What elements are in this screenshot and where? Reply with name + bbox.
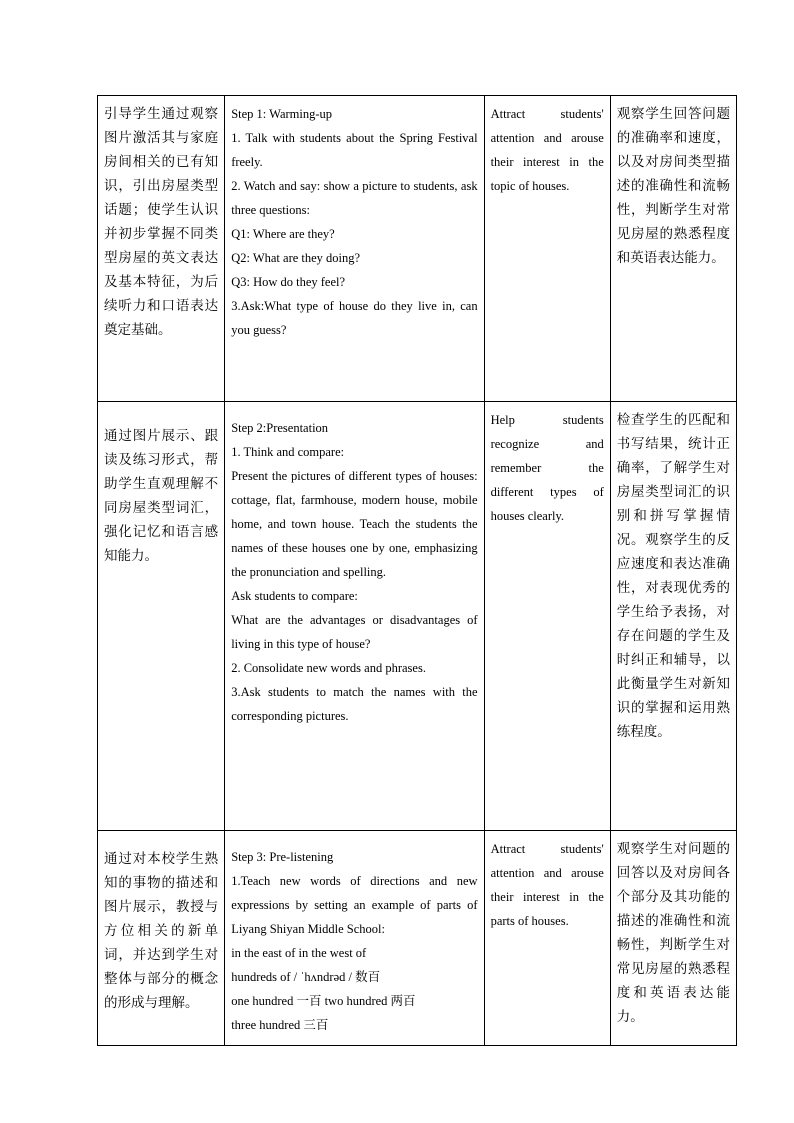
intention-text: Attract students' attention and arouse their interest in the parts of houses. [490,842,604,928]
intention-cell [484,831,610,1046]
activity-line: 1. Talk with students about the Spring Festival freely. [231,131,478,169]
activity-line: one hundred 一百 two hundred 两百 [231,994,416,1008]
purpose-cell [98,831,225,1046]
lesson-plan-table [97,95,737,1046]
evaluation-text: 观察学生回答问题的准确率和速度，以及对房间类型描述的准确性和流畅性，判断学生对常见房屋的熟悉程度和英语表达能力。 [616,106,730,266]
activity-line: Present the pictures of different types of houses: cottage, flat, farmhouse, modern house, mobile home, and town house. Teach the students the names of these houses one by one, emphasizing the pronunciation and spelling. [231,469,478,579]
table-row [98,96,737,402]
activity-line: 1.Teach new words of directions and new expressions by setting an example of parts of Liyang Shiyan Middle School: [231,874,478,936]
purpose-text: 通过图片展示、跟读及练习形式，帮助学生直观理解不同房屋类型词汇，强化记忆和语言感知能力。 [104,428,219,564]
activity-line: 3.Ask students to match the names with the corresponding pictures. [231,685,478,723]
purpose-cell [98,402,225,831]
activities-cell [225,96,484,402]
intention-text: Help students recognize and remember the different types of houses clearly. [490,413,604,523]
activity-line: 3.Ask:What type of house do they live in, can you guess? [231,299,478,337]
activity-line: Q1: Where are they? [231,227,335,241]
evaluation-cell [610,402,736,831]
activity-line: in the east of in the west of [231,946,367,960]
purpose-text: 通过对本校学生熟知的事物的描述和图片展示，教授与方位相关的新单词，并达到学生对整体与部分的概念的形成与理解。 [104,851,219,1011]
step-heading: Step 1: Warming-up [231,107,333,121]
activity-line: 2. Consolidate new words and phrases. [231,661,426,675]
step-heading: Step 3: Pre-listening [231,850,334,864]
purpose-text: 引导学生通过观察图片激活其与家庭房间相关的已有知识，引出房屋类型话题；使学生认识并初步掌握不同类型房屋的英文表达及基本特征，为后续听力和口语表达奠定基础。 [104,106,219,338]
intention-cell [484,96,610,402]
activity-line: three hundred 三百 [231,1018,329,1032]
activity-line: Ask students to compare: [231,589,358,603]
intention-cell [484,402,610,831]
intention-text: Attract students' attention and arouse their interest in the topic of houses. [490,107,604,193]
activity-line: 2. Watch and say: show a picture to students, ask three questions: [231,179,478,217]
evaluation-text: 检查学生的匹配和书写结果，统计正确率，了解学生对房屋类型词汇的识别和拼写掌握情况。观察学生的反应速度和表达准确性，对表现优秀的学生给予表扬，对存在问题的学生及时纠正和辅导，以此衡量学生对新知识的掌握和运用熟练程度。 [616,412,730,740]
evaluation-text: 观察学生对问题的回答以及对房间各个部分及其功能的描述的准确性和流畅性，判断学生对常见房屋的熟悉程度和英语表达能力。 [616,841,730,1025]
activity-line: 1. Think and compare: [231,445,345,459]
table-row [98,831,737,1046]
activity-line: hundreds of / ˈhʌndrəd / 数百 [231,970,381,984]
activity-line: What are the advantages or disadvantages of living in this type of house? [231,613,478,651]
evaluation-cell [610,831,736,1046]
evaluation-cell [610,96,736,402]
activity-line: Q2: What are they doing? [231,251,361,265]
step-heading: Step 2:Presentation [231,421,329,435]
activities-cell [225,402,484,831]
activities-cell [225,831,484,1046]
table-row [98,402,737,831]
activity-line: Q3: How do they feel? [231,275,346,289]
purpose-cell [98,96,225,402]
